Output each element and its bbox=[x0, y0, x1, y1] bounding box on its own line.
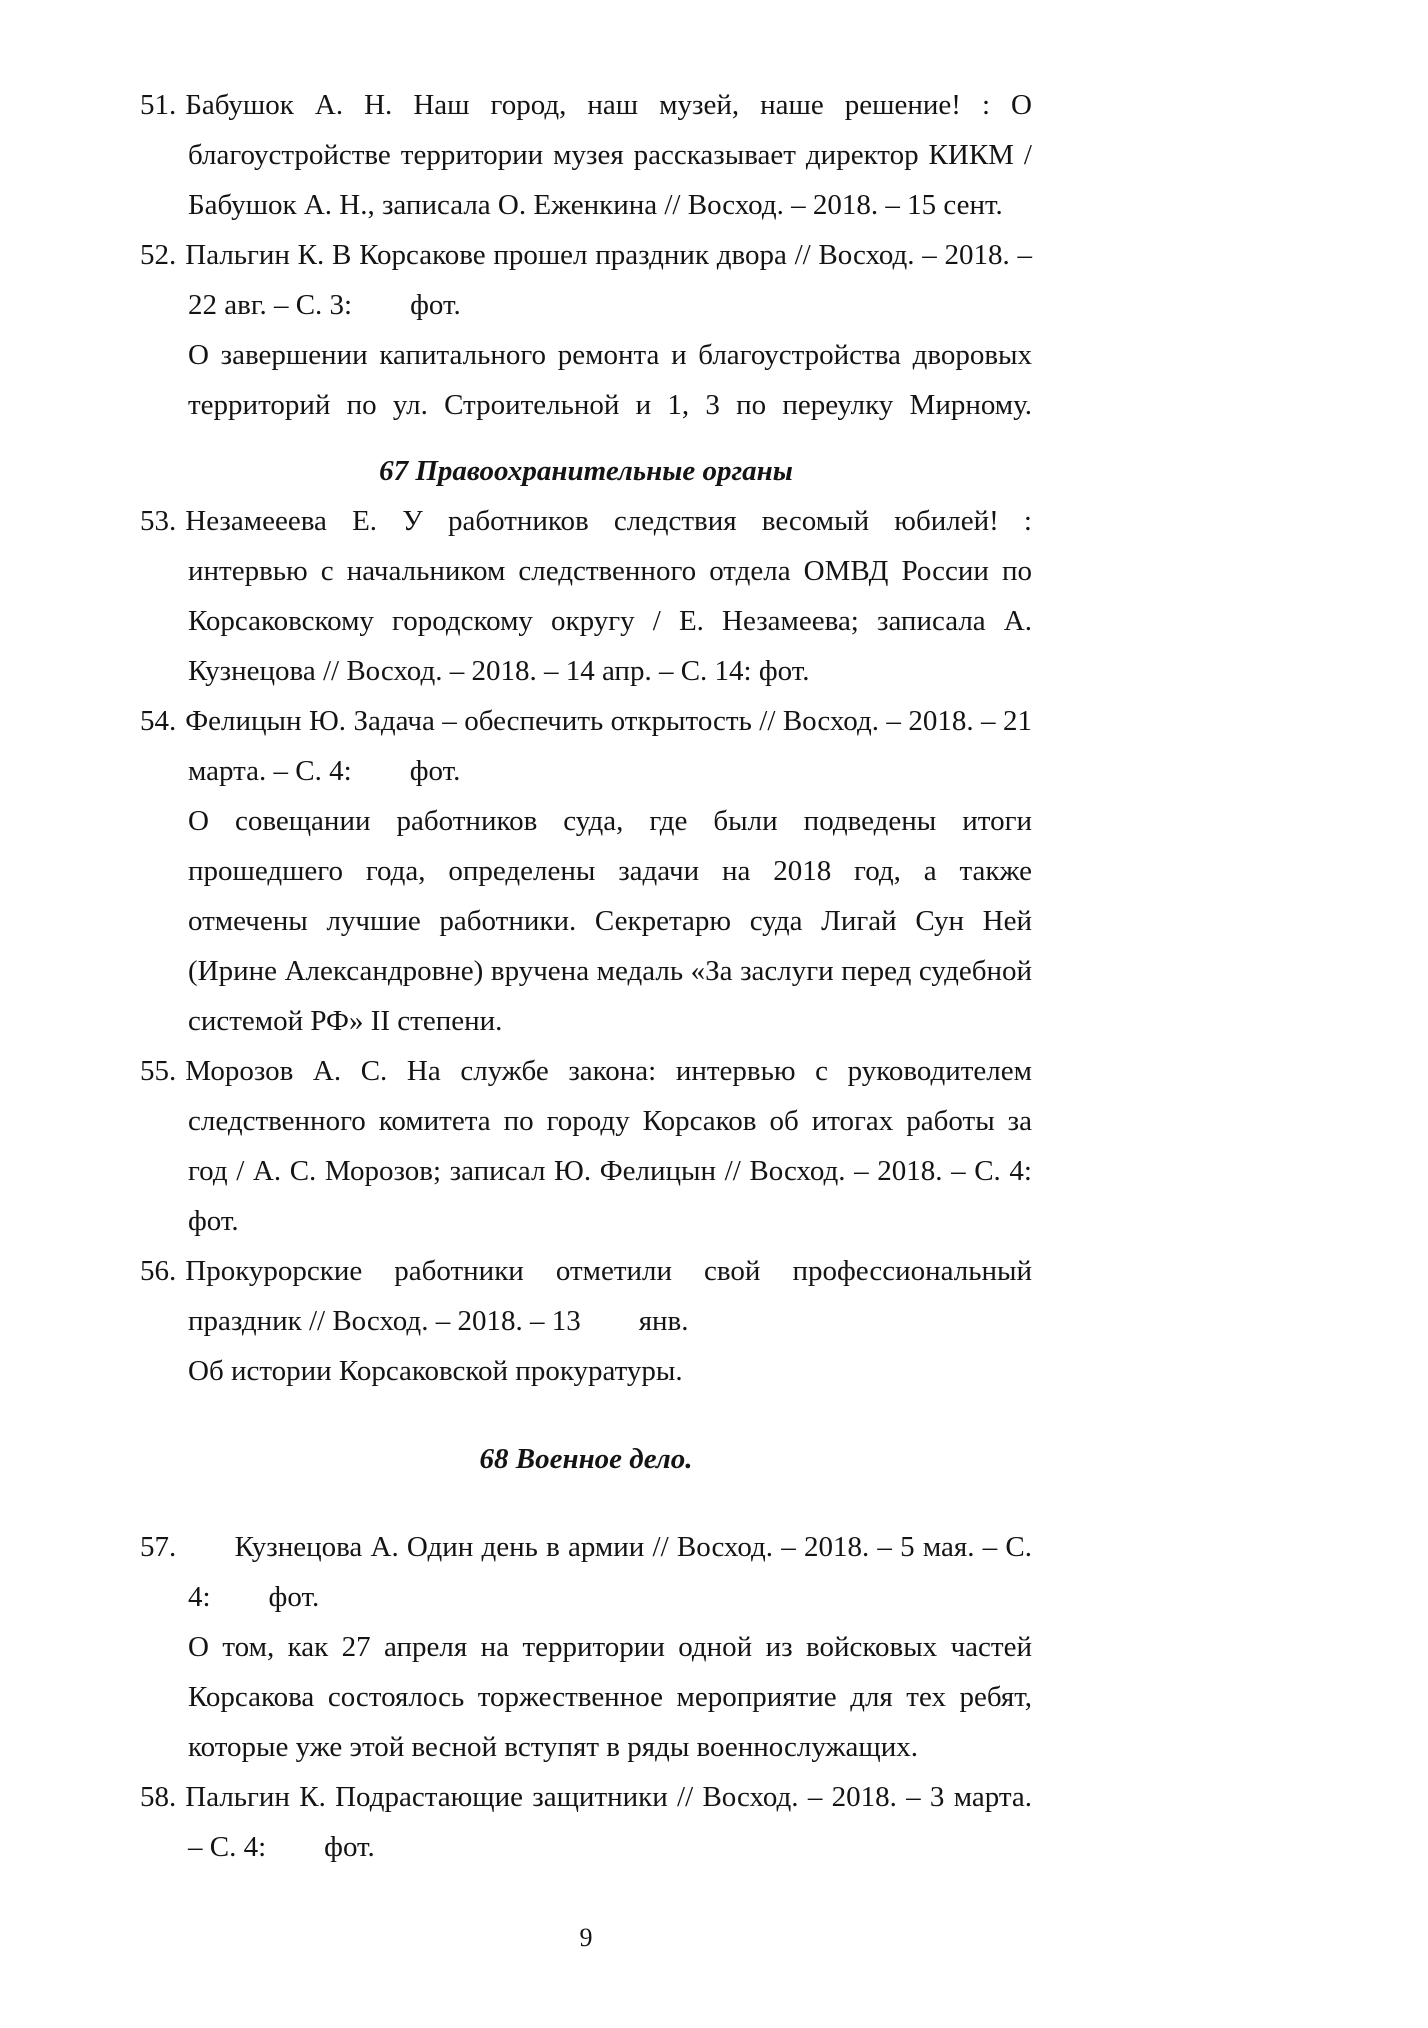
bibliography-entry-58 bbox=[140, 1772, 1032, 1872]
bibliography-entry-56 bbox=[140, 1246, 1032, 1396]
entry-number: 55. bbox=[140, 1055, 177, 1087]
bibliography-entry-51 bbox=[140, 80, 1032, 230]
entry-number: 53. bbox=[140, 505, 177, 537]
bibliography-entry-53 bbox=[140, 496, 1032, 696]
entry-annotation: О том, как 27 апреля на территории одной из войсковых частей Корсакова состоялось торжественное мероприятие для тех ребят, которые уже этой весной вступят в ряды военнослужащих. bbox=[188, 1631, 1032, 1763]
entry-number: 52. bbox=[140, 239, 177, 271]
bibliography-entry-54 bbox=[140, 696, 1032, 1046]
bibliography-entry-52 bbox=[140, 230, 1032, 430]
entry-citation-text: Фелицын Ю. Задача – обеспечить открытость // Восход. – 2018. – 21 марта. – С. 4: фот. bbox=[185, 705, 1032, 787]
section-heading-68: 68 Военное дело. bbox=[479, 1443, 693, 1475]
entry-citation-text: Морозов А. С. На службе закона: интервью с руководителем следственного комитета по городу Корсаков об итогах работы за год / А. С. Морозов; записал Ю. Фелицын // Восход. – 2018. – С. 4: фот. bbox=[185, 1055, 1032, 1237]
entry-citation bbox=[140, 1522, 1032, 1622]
bibliography-content bbox=[140, 80, 1032, 1872]
bibliography-entry-57 bbox=[140, 1522, 1032, 1772]
entry-number: 57. bbox=[140, 1531, 226, 1563]
entry-number: 56. bbox=[140, 1255, 177, 1287]
entry-annotation: О совещании работников суда, где были подведены итоги прошедшего года, определены задачи на 2018 год, а также отмечены лучшие работники. Секретарю суда Лигай Сун Ней (Ирине Александровне) вручена медаль «За заслуги перед судебной системой РФ» II степени. bbox=[188, 805, 1032, 1037]
entry-annotation: Об истории Корсаковской прокуратуры. bbox=[188, 1355, 683, 1387]
section-heading-67: 67 Правоохранительные органы bbox=[379, 455, 793, 487]
bibliography-entry-55 bbox=[140, 1046, 1032, 1246]
entry-citation-text: Прокурорские работники отметили свой профессиональный праздник // Восход. – 2018. – 13 янв. bbox=[185, 1255, 1032, 1337]
entry-citation bbox=[140, 230, 1032, 330]
entry-citation bbox=[140, 1046, 1032, 1246]
entry-citation-text: Пальгин К. Подрастающие защитники // Восход. – 2018. – 3 марта. – С. 4: фот. bbox=[185, 1781, 1032, 1863]
entry-citation-text: Кузнецова А. Один день в армии // Восход. – 2018. – 5 мая. – С. 4: фот. bbox=[188, 1531, 1032, 1613]
entry-citation-text: Пальгин К. В Корсакове прошел праздник двора // Восход. – 2018. – 22 авг. – С. 3: фот. bbox=[185, 239, 1032, 321]
entry-number: 54. bbox=[140, 705, 177, 737]
entry-citation bbox=[140, 496, 1032, 696]
entry-annotation: О завершении капитального ремонта и благоустройства дворовых территорий по ул. Строительной и 1, 3 по переулку Мирному. bbox=[188, 339, 1032, 421]
entry-citation bbox=[140, 1246, 1032, 1346]
entry-citation-text: Бабушок А. Н. Наш город, наш музей, наше решение! : О благоустройстве территории музея рассказывает директор КИКМ / Бабушок А. Н., записала О. Еженкина // Восход. – 2018. – 15 сент. bbox=[185, 89, 1032, 221]
entry-citation bbox=[140, 1772, 1032, 1872]
page-number: 9 bbox=[579, 1923, 593, 1952]
entry-number: 58. bbox=[140, 1781, 177, 1813]
entry-citation bbox=[140, 696, 1032, 796]
entry-number: 51. bbox=[140, 89, 177, 121]
entry-citation bbox=[140, 80, 1032, 230]
entry-citation-text: Незамееева Е. У работников следствия весомый юбилей! : интервью с начальником следственного отдела ОМВД России по Корсаковскому городскому округу / Е. Незамеева; записала А. Кузнецова // Восход. – 2018. – 14 апр. – С. 14: фот. bbox=[185, 505, 1032, 687]
